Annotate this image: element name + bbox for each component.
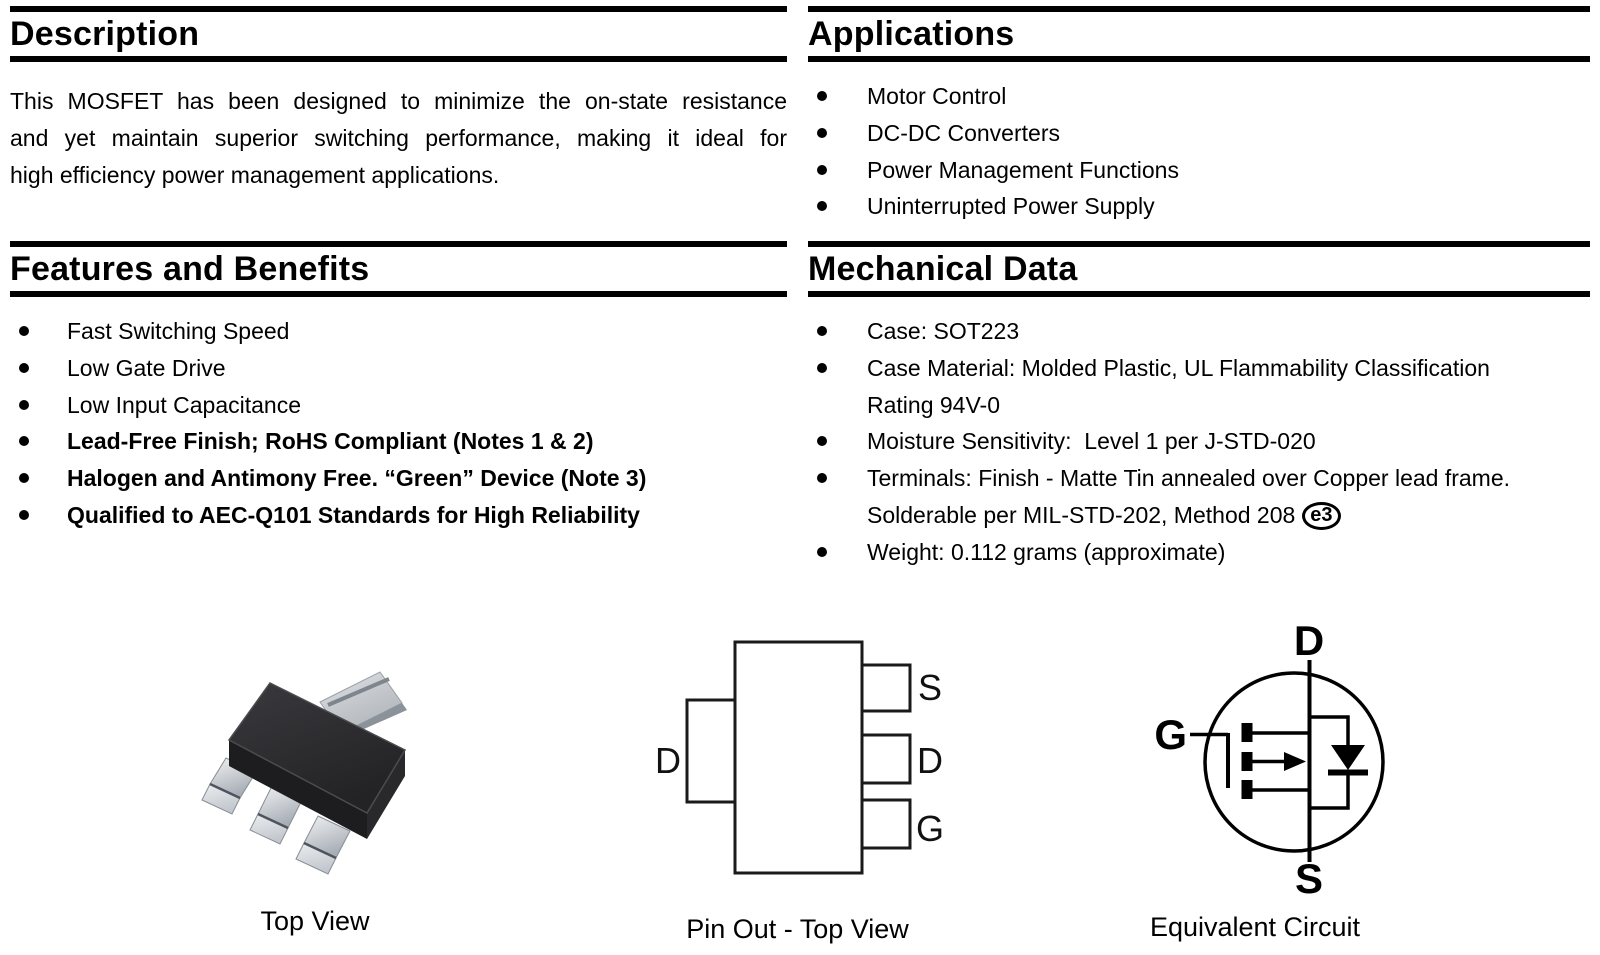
pinout-source-label: S xyxy=(917,667,943,708)
equivalent-circuit-caption: Equivalent Circuit xyxy=(1149,912,1361,942)
description-paragraph xyxy=(10,83,787,194)
body-diode-triangle xyxy=(1331,745,1365,770)
list-item: Uninterrupted Power Supply xyxy=(808,188,1590,225)
features-title: Features and Benefits xyxy=(10,250,370,288)
applications-title: Applications xyxy=(808,15,1015,53)
list-item: Terminals: Finish - Matte Tin annealed over Copper lead frame. Solderable per MIL-STD-202, Method 208 e3 xyxy=(808,460,1590,534)
list-item: Case: SOT223 xyxy=(808,313,1590,350)
list-item: DC-DC Converters xyxy=(808,115,1590,152)
pinout-left-pad-label: D xyxy=(655,740,681,781)
list-item: Moisture Sensitivity: Level 1 per J-STD-020 xyxy=(808,423,1590,460)
description-line: high efficiency power management applications. xyxy=(10,162,500,188)
applications-section xyxy=(808,6,1590,225)
pin-out-diagram xyxy=(620,630,965,885)
mosfet-channel-bars xyxy=(1242,723,1253,799)
applications-heading-block xyxy=(808,6,1590,62)
top-view-caption: Top View xyxy=(260,906,370,936)
description-heading-block xyxy=(10,6,787,62)
list-item: Low Input Capacitance xyxy=(10,387,787,424)
pin-out-caption: Pin Out - Top View xyxy=(686,914,909,944)
list-item: Halogen and Antimony Free. “Green” Device (Note 3) xyxy=(10,460,787,497)
pinout-pin-source xyxy=(862,665,910,711)
list-item: Low Gate Drive xyxy=(10,350,787,387)
list-item: Lead-Free Finish; RoHS Compliant (Notes 1 & 2) xyxy=(10,423,787,460)
list-item: Power Management Functions xyxy=(808,152,1590,189)
description-line: This MOSFET has been designed to minimize the on-state resistance xyxy=(10,88,787,114)
features-heading-block xyxy=(10,241,787,297)
list-item: Case Material: Molded Plastic, UL Flammability Classification Rating 94V-0 xyxy=(808,350,1590,424)
circuit-gate-label: G xyxy=(1154,711,1187,758)
package-photo-top-view xyxy=(150,602,480,902)
pinout-pin-gate xyxy=(862,800,910,848)
mechanical-title: Mechanical Data xyxy=(808,250,1078,288)
features-section xyxy=(10,241,787,534)
pinout-gate-label: G xyxy=(915,808,945,849)
body-arrow xyxy=(1284,752,1306,771)
e3-lead-free-icon: e3 xyxy=(1302,502,1340,530)
circuit-drain-label: D xyxy=(1293,617,1325,664)
equivalent-circuit-diagram xyxy=(1140,600,1490,910)
description-section xyxy=(10,6,787,194)
pinout-pin-drain xyxy=(862,735,910,783)
list-item: Fast Switching Speed xyxy=(10,313,787,350)
pinout-body xyxy=(735,642,862,873)
description-title: Description xyxy=(10,15,200,53)
circuit-source-label: S xyxy=(1294,855,1324,902)
features-list xyxy=(10,313,787,534)
pinout-drain-tab xyxy=(687,700,735,802)
mechanical-data-section xyxy=(808,241,1590,571)
description-line: and yet maintain superior switching performance, making it ideal for xyxy=(10,125,787,151)
mechanical-heading-block xyxy=(808,241,1590,297)
applications-list xyxy=(808,78,1590,225)
list-item: Qualified to AEC-Q101 Standards for High Reliability xyxy=(10,497,787,534)
mechanical-list xyxy=(808,313,1590,571)
list-item: Weight: 0.112 grams (approximate) xyxy=(808,534,1590,571)
list-item: Motor Control xyxy=(808,78,1590,115)
pinout-drain-label: D xyxy=(917,740,943,781)
